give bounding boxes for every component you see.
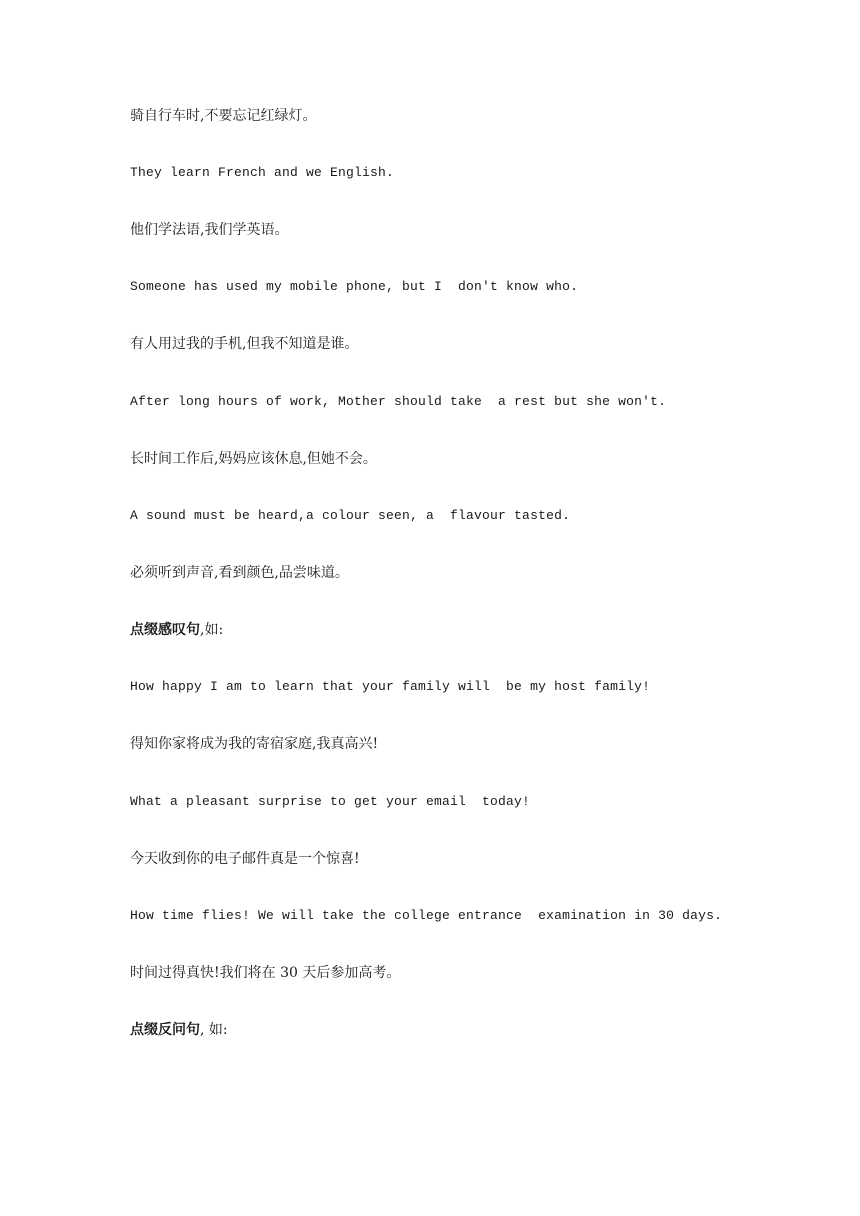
heading-exclamation (130, 621, 223, 639)
heading-rhetorical-suffix: , 如: (200, 1022, 228, 1038)
heading-exclamation-suffix: ,如: (200, 622, 224, 638)
sentence-zh-1: 骑自行车时,不要忘记红绿灯。 (130, 108, 317, 124)
heading-rhetorical (130, 1021, 228, 1039)
sentence-zh-2: 他们学法语,我们学英语。 (130, 222, 289, 238)
heading-rhetorical-bold: 点缀反问句 (130, 1022, 200, 1038)
sentence-en-5: A sound must be heard,a colour seen, a flavour tasted. (130, 508, 571, 523)
sentence-en-7: What a pleasant surprise to get your email today! (130, 794, 531, 809)
sentence-en-4: After long hours of work, Mother should take a rest but she won't. (130, 394, 667, 409)
sentence-en-2: They learn French and we English. (130, 165, 395, 180)
sentence-zh-4: 长时间工作后,妈妈应该休息,但她不会。 (130, 451, 377, 467)
sentence-zh-6: 得知你家将成为我的寄宿家庭,我真高兴! (130, 736, 379, 752)
sentence-en-6: How happy I am to learn that your family will be my host family! (130, 679, 651, 694)
sentence-zh-7: 今天收到你的电子邮件真是一个惊喜! (130, 851, 360, 867)
sentence-zh-5: 必须听到声音,看到颜色,品尝味道。 (130, 565, 349, 581)
sentence-en-3: Someone has used my mobile phone, but I don't know who. (130, 279, 579, 294)
sentence-zh-3: 有人用过我的手机,但我不知道是谁。 (130, 336, 359, 352)
heading-exclamation-bold: 点缀感叹句 (130, 622, 200, 638)
sentence-zh-8: 时间过得真快!我们将在 30 天后参加高考。 (130, 965, 401, 981)
sentence-en-8: How time flies! We will take the college entrance examination in 30 days. (130, 908, 723, 923)
